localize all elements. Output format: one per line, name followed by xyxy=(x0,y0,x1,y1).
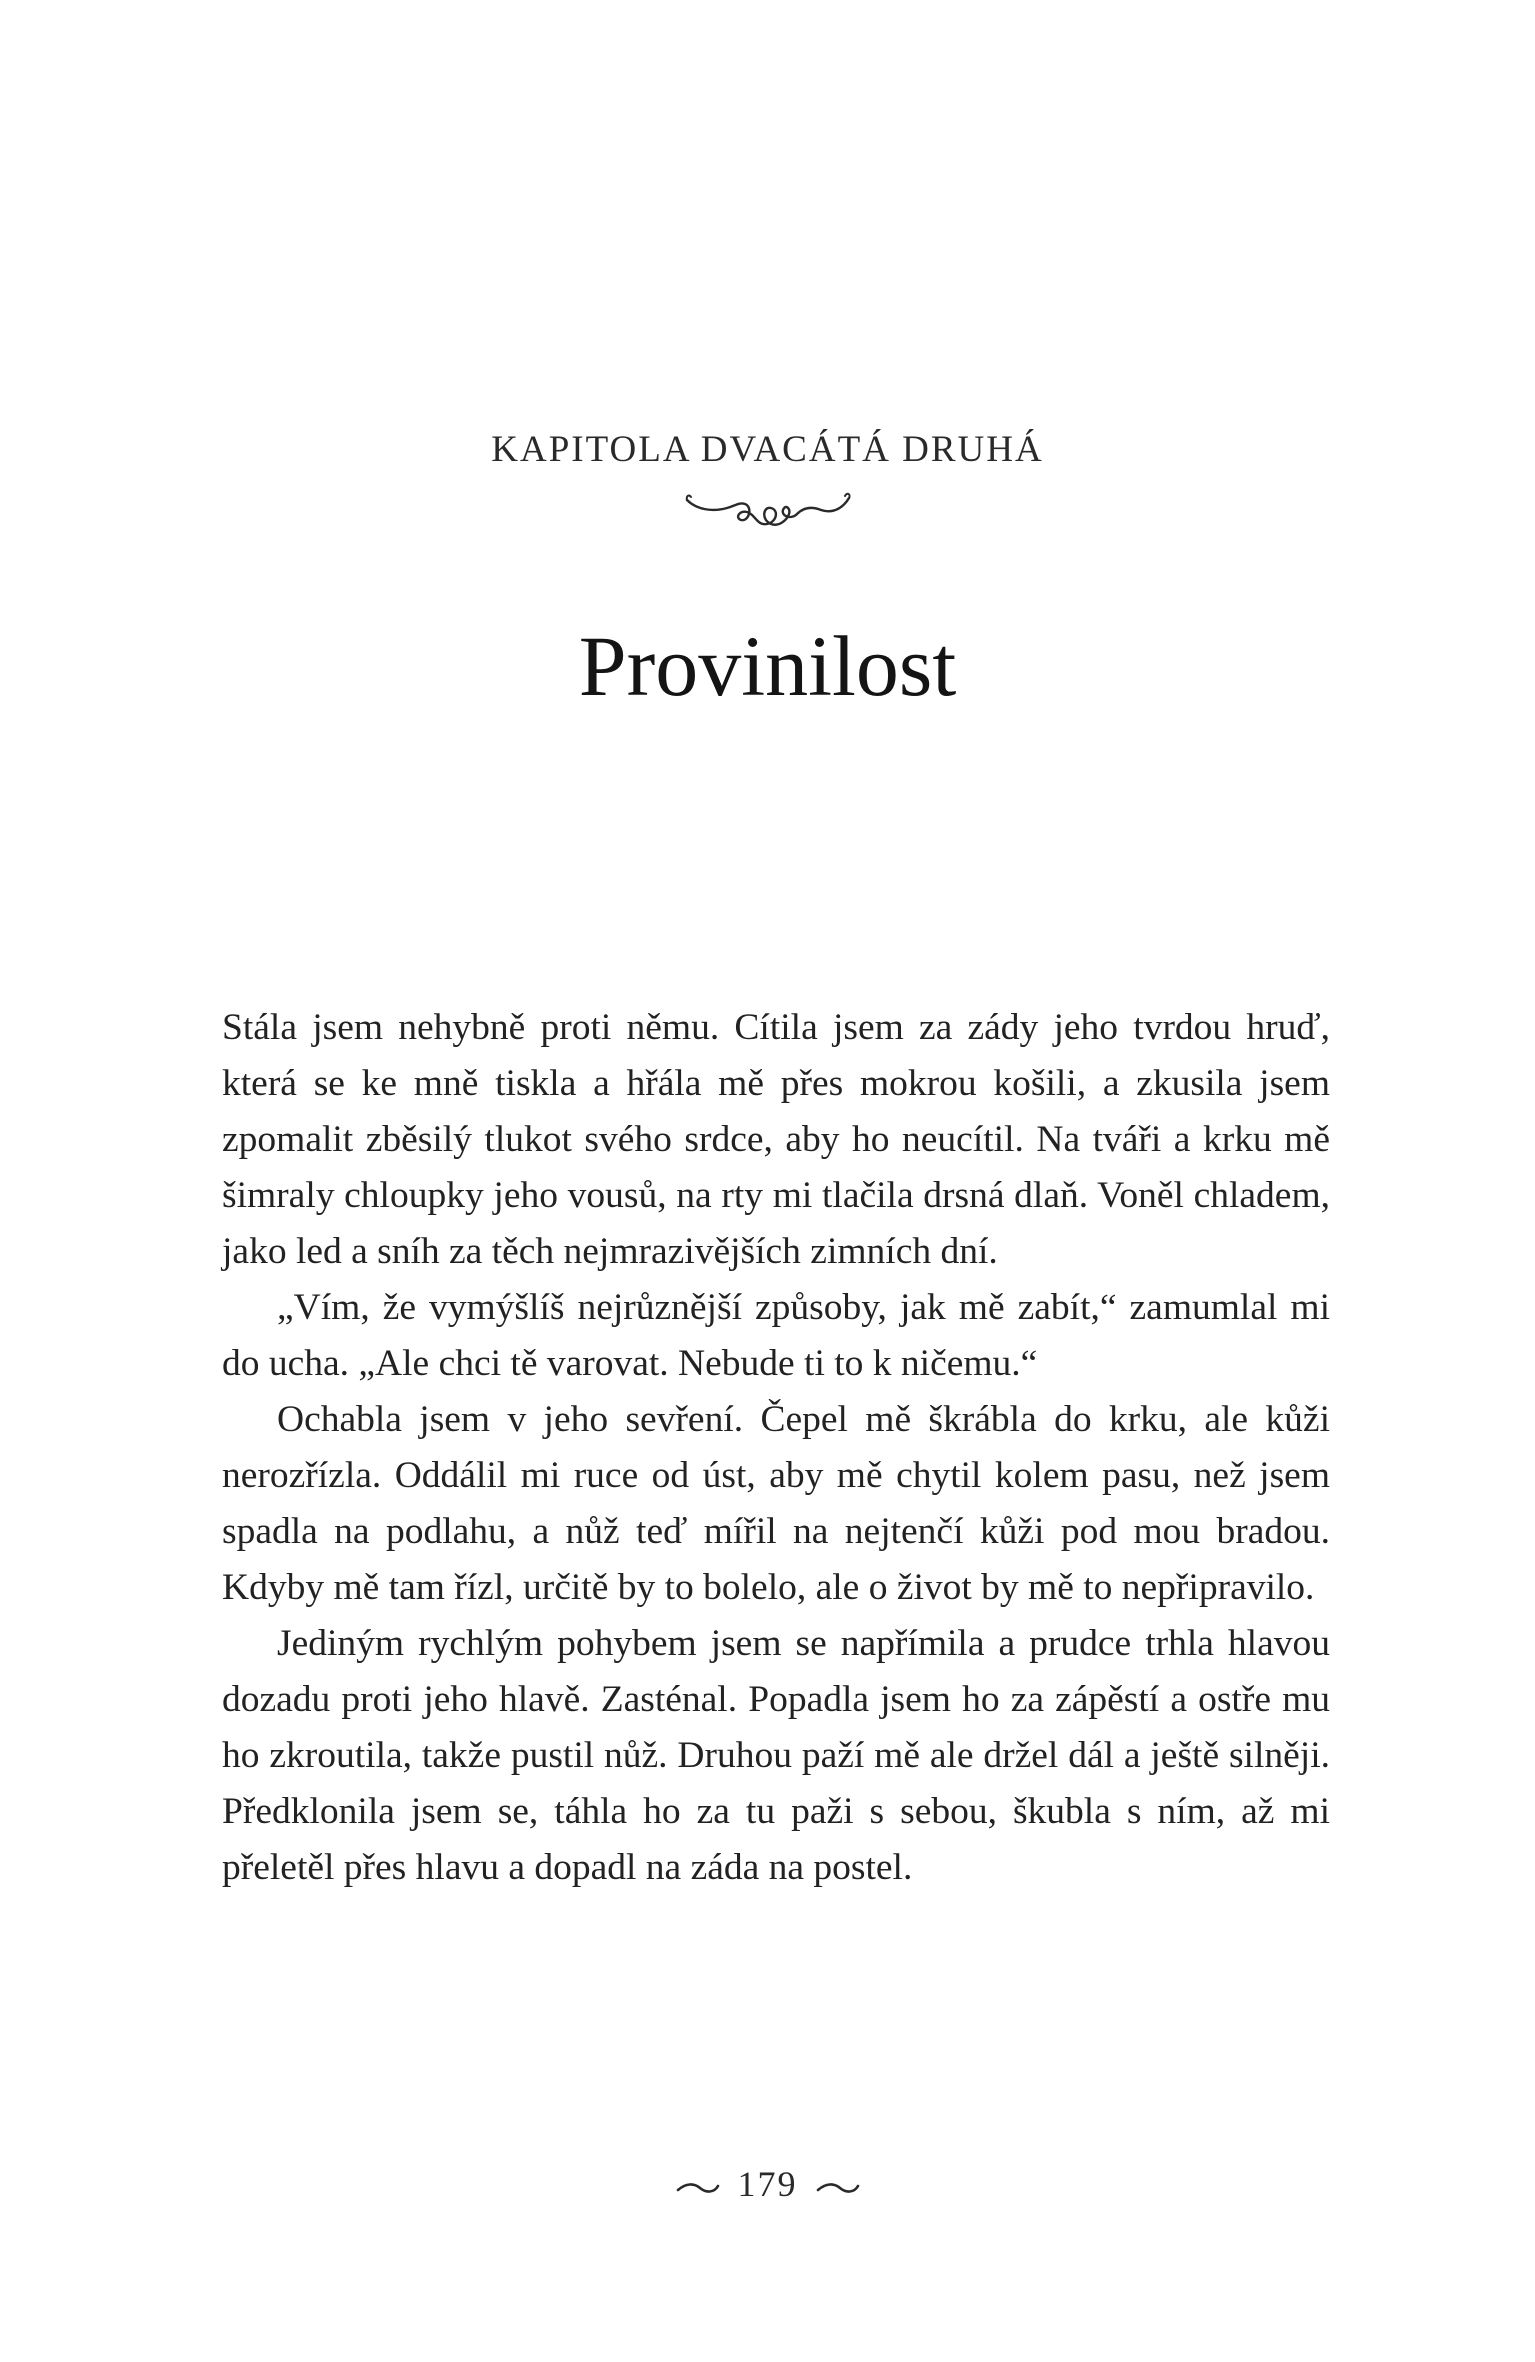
page-number: 179 xyxy=(737,2164,798,2204)
chapter-title: Provinilost xyxy=(578,618,957,714)
tilde-dash-icon xyxy=(676,2181,720,2195)
tilde-dash-icon xyxy=(816,2181,860,2195)
paragraph: Stála jsem nehybně proti němu. Cítila jsem za zády jeho tvrdou hruď, která se ke mně tiskla a hřála mě přes mokrou košili, a zkusila jsem zpomalit zběsilý tlukot svého srdce, aby ho neucítil. Na tváři a krku mě šimraly chloupky jeho vousů, na rty mi tlačila drsná dlaň. Voněl chladem, jako led a sníh za těch nejmrazivějších zimních dní. xyxy=(222,1007,1330,1272)
chapter-body xyxy=(222,1000,1330,1896)
chapter-label: KAPITOLA DVACÁTÁ DRUHÁ xyxy=(491,429,1044,470)
page-footer xyxy=(0,2163,1535,2205)
paragraph: „Vím, že vymýšlíš nejrůznější způsoby, jak mě zabít,“ zamumlal mi do ucha. „Ale chci tě varovat. Nebude ti to k ničemu.“ xyxy=(222,1287,1330,1384)
flourish-ornament-icon xyxy=(683,488,853,534)
paragraph: Ochabla jsem v jeho sevření. Čepel mě škrábla do krku, ale kůži nerozřízla. Oddálil mi ruce od úst, aby mě chytil kolem pasu, než jsem spadla na podlahu, a nůž teď mířil na nejtenčí kůži pod mou bradou. Kdyby mě tam řízl, určitě by to bolelo, ale o život by mě to nepřipravilo. xyxy=(222,1399,1330,1608)
paragraph: Jediným rychlým pohybem jsem se napřímila a prudce trhla hlavou dozadu proti jeho hlavě. Zasténal. Popadla jsem ho za zápěstí a ostře mu ho zkroutila, takže pustil nůž. Druhou paží mě ale držel dál a ještě silněji. Předklonila jsem se, táhla ho za tu paži s sebou, škubla s ním, až mi přeletěl přes hlavu a dopadl na záda na postel. xyxy=(222,1623,1330,1888)
